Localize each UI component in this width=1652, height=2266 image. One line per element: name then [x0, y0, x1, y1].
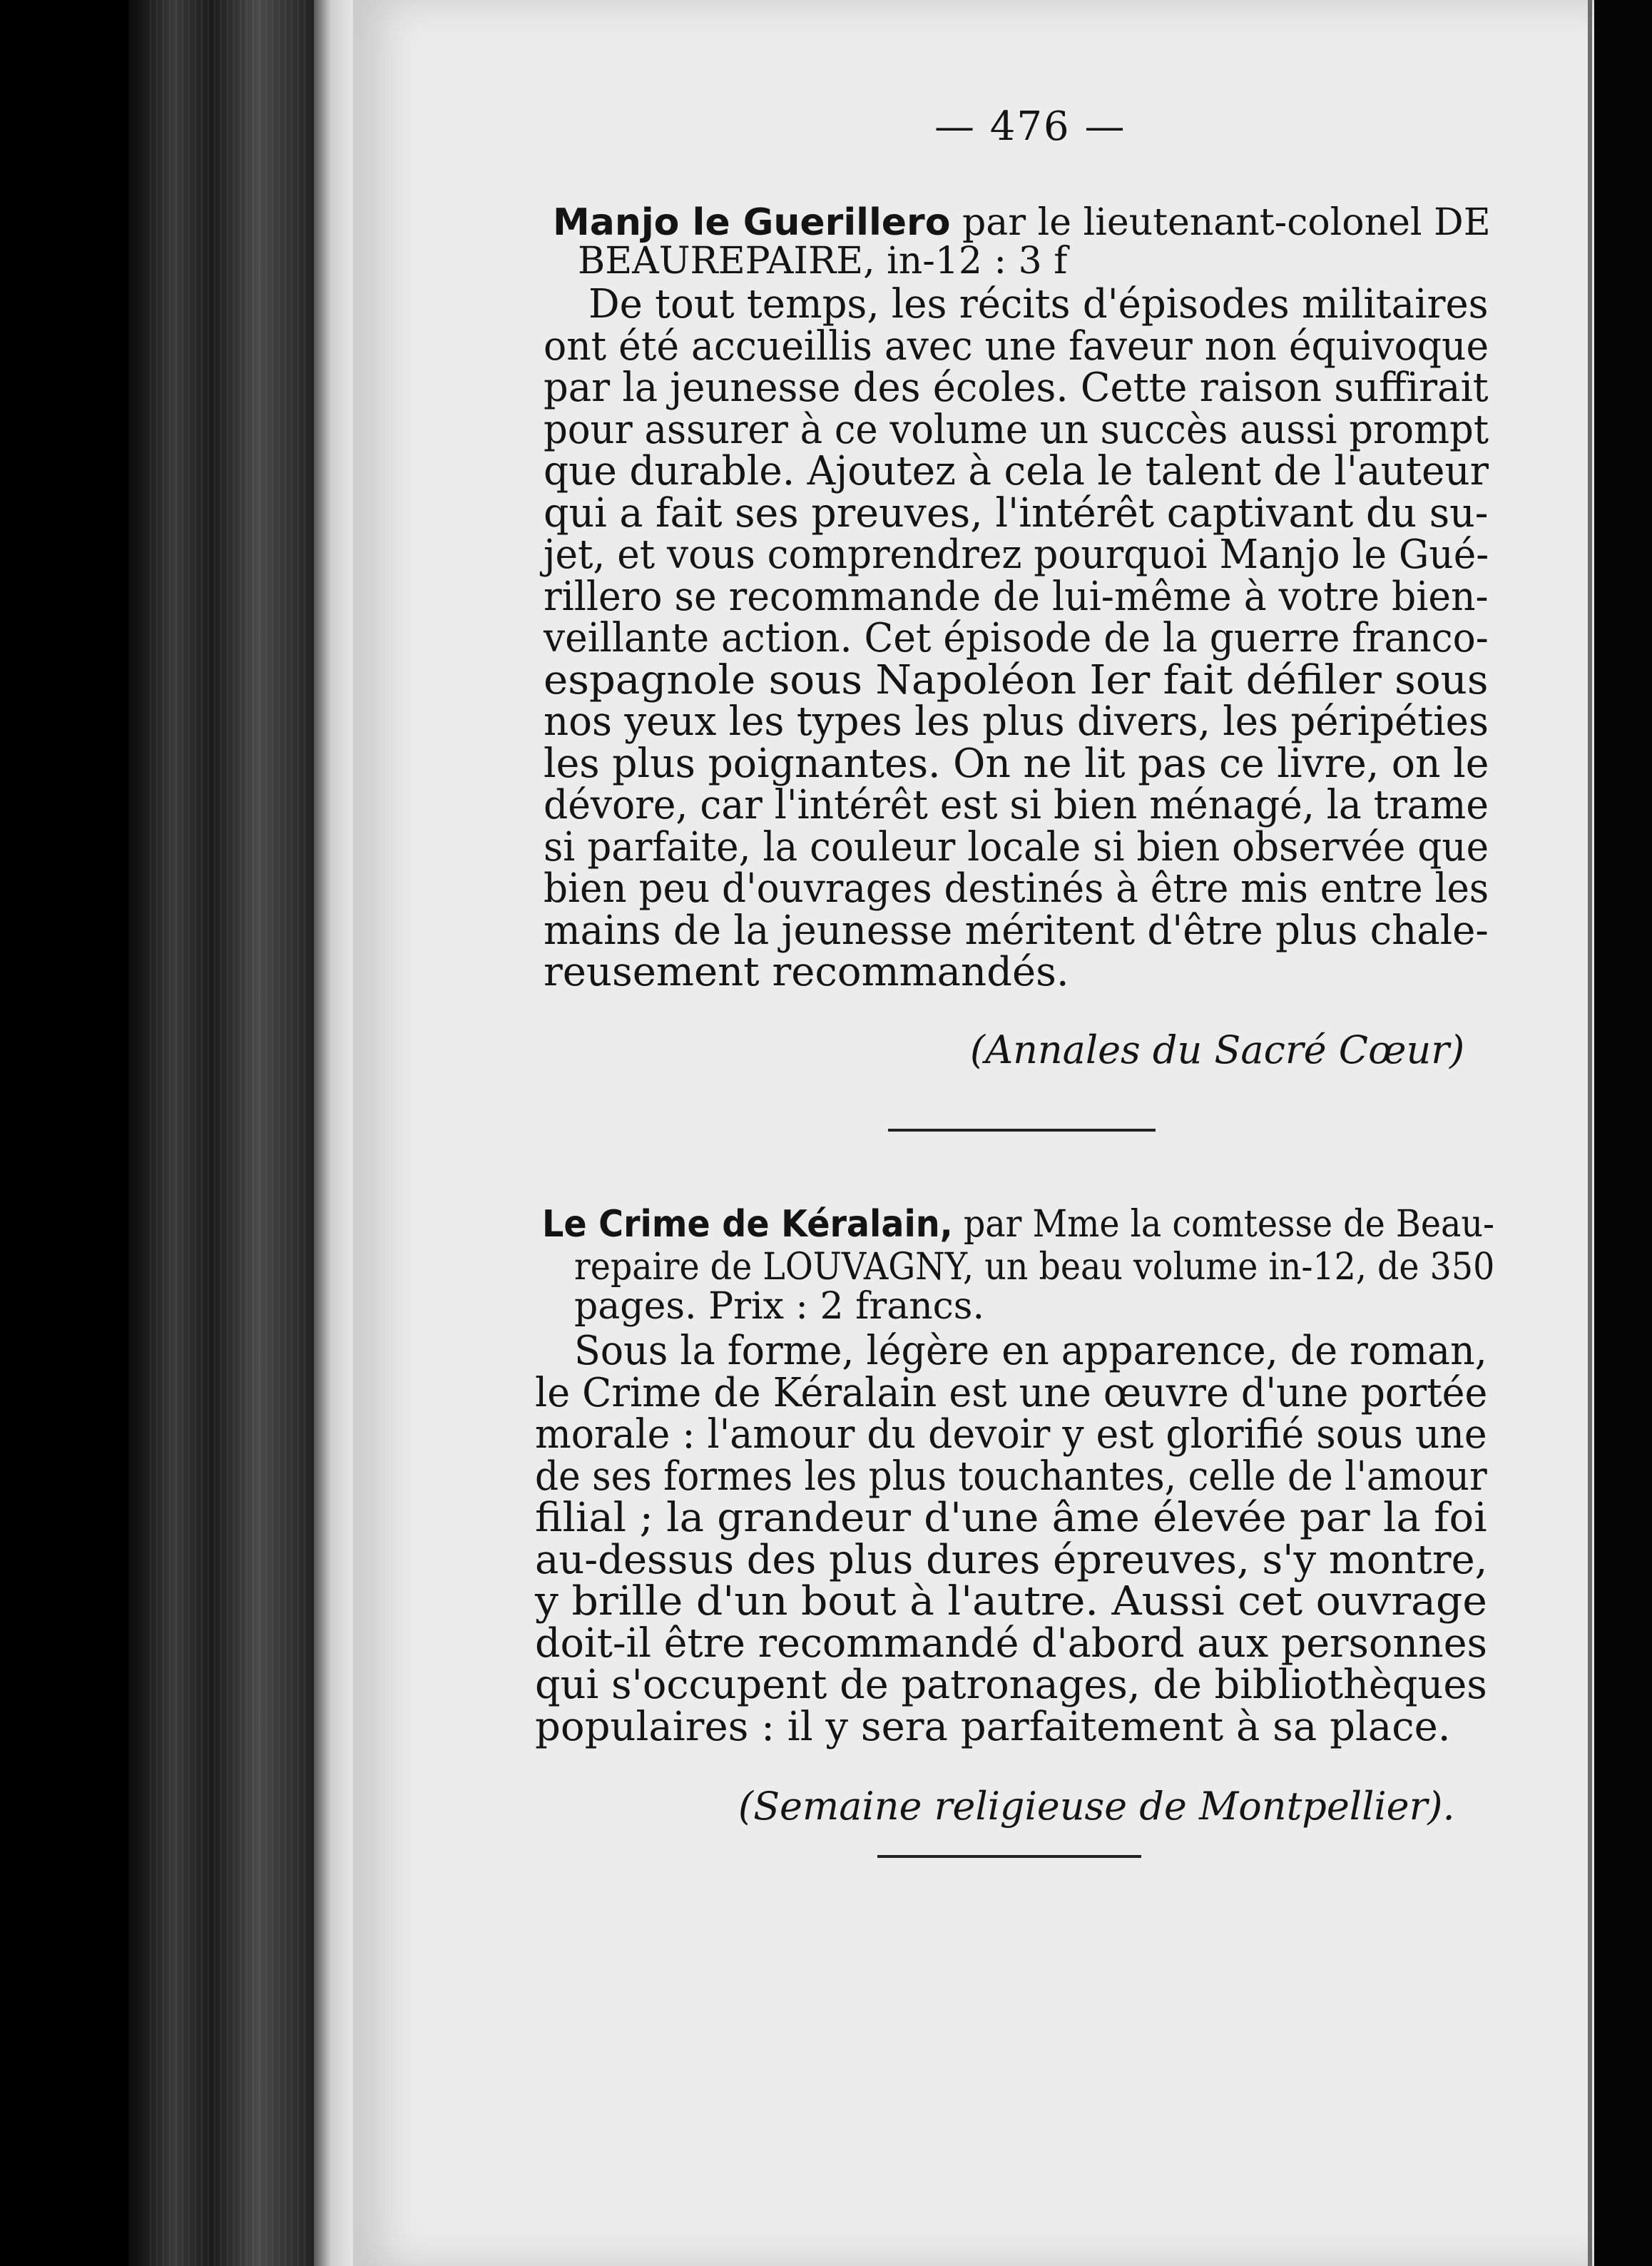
- separator-rule-2: [877, 1855, 1141, 1858]
- entry-1-source: (Annales du Sacré Cœur): [970, 1027, 1465, 1072]
- entry-1-body-line: que durable. Ajoutez à cela le talent de l'auteur: [544, 448, 1489, 494]
- entry-1-body-line: mains de la jeunesse méritent d'être plus chale-: [544, 907, 1489, 954]
- entry-2-heading-line-2: repaire de LOUVAGNY, un beau volume in-12, de 350: [574, 1246, 1495, 1289]
- entry-2-body-line: morale : l'amour du devoir y est glorifié sous une: [535, 1411, 1487, 1458]
- entry-2-body-line: le Crime de Kéralain est une œuvre d'une portée: [535, 1369, 1488, 1416]
- entry-2-source: (Semaine religieuse de Montpellier).: [738, 1784, 1455, 1829]
- scan-right-border: [1594, 0, 1652, 2266]
- entry-2-heading-line-1: [542, 1204, 1494, 1245]
- entry-2-body-line: doit-il être recommandé d'abord aux personnes: [535, 1620, 1487, 1667]
- entry-1-title: Manjo le Guerillero: [553, 201, 951, 244]
- entry-1-body-line: bien peu d'ouvrages destinés à être mis entre les: [544, 865, 1489, 912]
- entry-2-body-line: populaires : il y sera parfaitement à sa place.: [535, 1703, 1451, 1750]
- entry-1-body-line: jet, et vous comprendrez pourquoi Manjo le Gué-: [544, 532, 1489, 578]
- binding-texture: [150, 0, 307, 2266]
- entry-1-body-line: si parfaite, la couleur locale si bien observée que: [544, 823, 1489, 870]
- entry-2-body-line: Sous la forme, légère en apparence, de roman,: [574, 1328, 1487, 1374]
- entry-1-body-line: rillero se recommande de lui-même à votre bien-: [544, 573, 1489, 620]
- entry-1-body-line: ont été accueillis avec une faveur non équivoque: [544, 322, 1489, 370]
- entry-1-body-line: reusement recommandés.: [544, 949, 1069, 995]
- entry-1-body-line: espagnole sous Napoléon Ier fait défiler sous: [544, 656, 1489, 703]
- entry-1-body-line: qui a fait ses preuves, l'intérêt captivant du su-: [544, 489, 1489, 537]
- entry-2-heading-line-3: pages. Prix : 2 francs.: [574, 1285, 985, 1328]
- entry-2-body-line: qui s'occupent de patronages, de bibliothèques: [535, 1662, 1487, 1708]
- entry-2-body-line: de ses formes les plus touchantes, celle de l'amour: [535, 1453, 1487, 1500]
- entry-2-body-line: filial ; la grandeur d'une âme élevée par la foi: [535, 1495, 1487, 1541]
- entry-1-heading-rest: par le lieutenant-colonel DE: [950, 201, 1491, 244]
- entry-2-body-line: y brille d'un bout à l'autre. Aussi cet ouvrage: [535, 1578, 1487, 1625]
- entry-2-heading-rest: par Mme la comtesse de Beau-: [952, 1203, 1495, 1246]
- entry-1-body-line: par la jeunesse des écoles. Cette raison suffirait: [544, 365, 1489, 411]
- entry-1-body-line: De tout temps, les récits d'épisodes militaires: [588, 281, 1489, 327]
- entry-1-body-line: pour assurer à ce volume un succès aussi prompt: [544, 406, 1489, 453]
- entry-1-body-line: les plus poignantes. On ne lit pas ce livre, on le: [544, 740, 1489, 787]
- entry-2-title: Le Crime de Kéralain,: [542, 1203, 953, 1246]
- entry-1-heading-line-1: [553, 202, 1491, 243]
- page-number: — 476 —: [934, 103, 1126, 150]
- entry-1-body-line: veillante action. Cet épisode de la guerre franco-: [544, 615, 1489, 661]
- entry-2-body-line: au-dessus des plus dures épreuves, s'y montre,: [535, 1536, 1488, 1583]
- page-gutter: [314, 0, 357, 2266]
- separator-rule-1: [888, 1129, 1156, 1132]
- entry-1-heading-line-2: BEAUREPAIRE, in-12 : 3 f: [578, 240, 1068, 283]
- page-right-edge: [1588, 0, 1592, 2266]
- entry-1-body-line: nos yeux les types les plus divers, les péripéties: [544, 698, 1489, 745]
- entry-1-body-line: dévore, car l'intérêt est si bien ménagé, la trame: [544, 782, 1489, 828]
